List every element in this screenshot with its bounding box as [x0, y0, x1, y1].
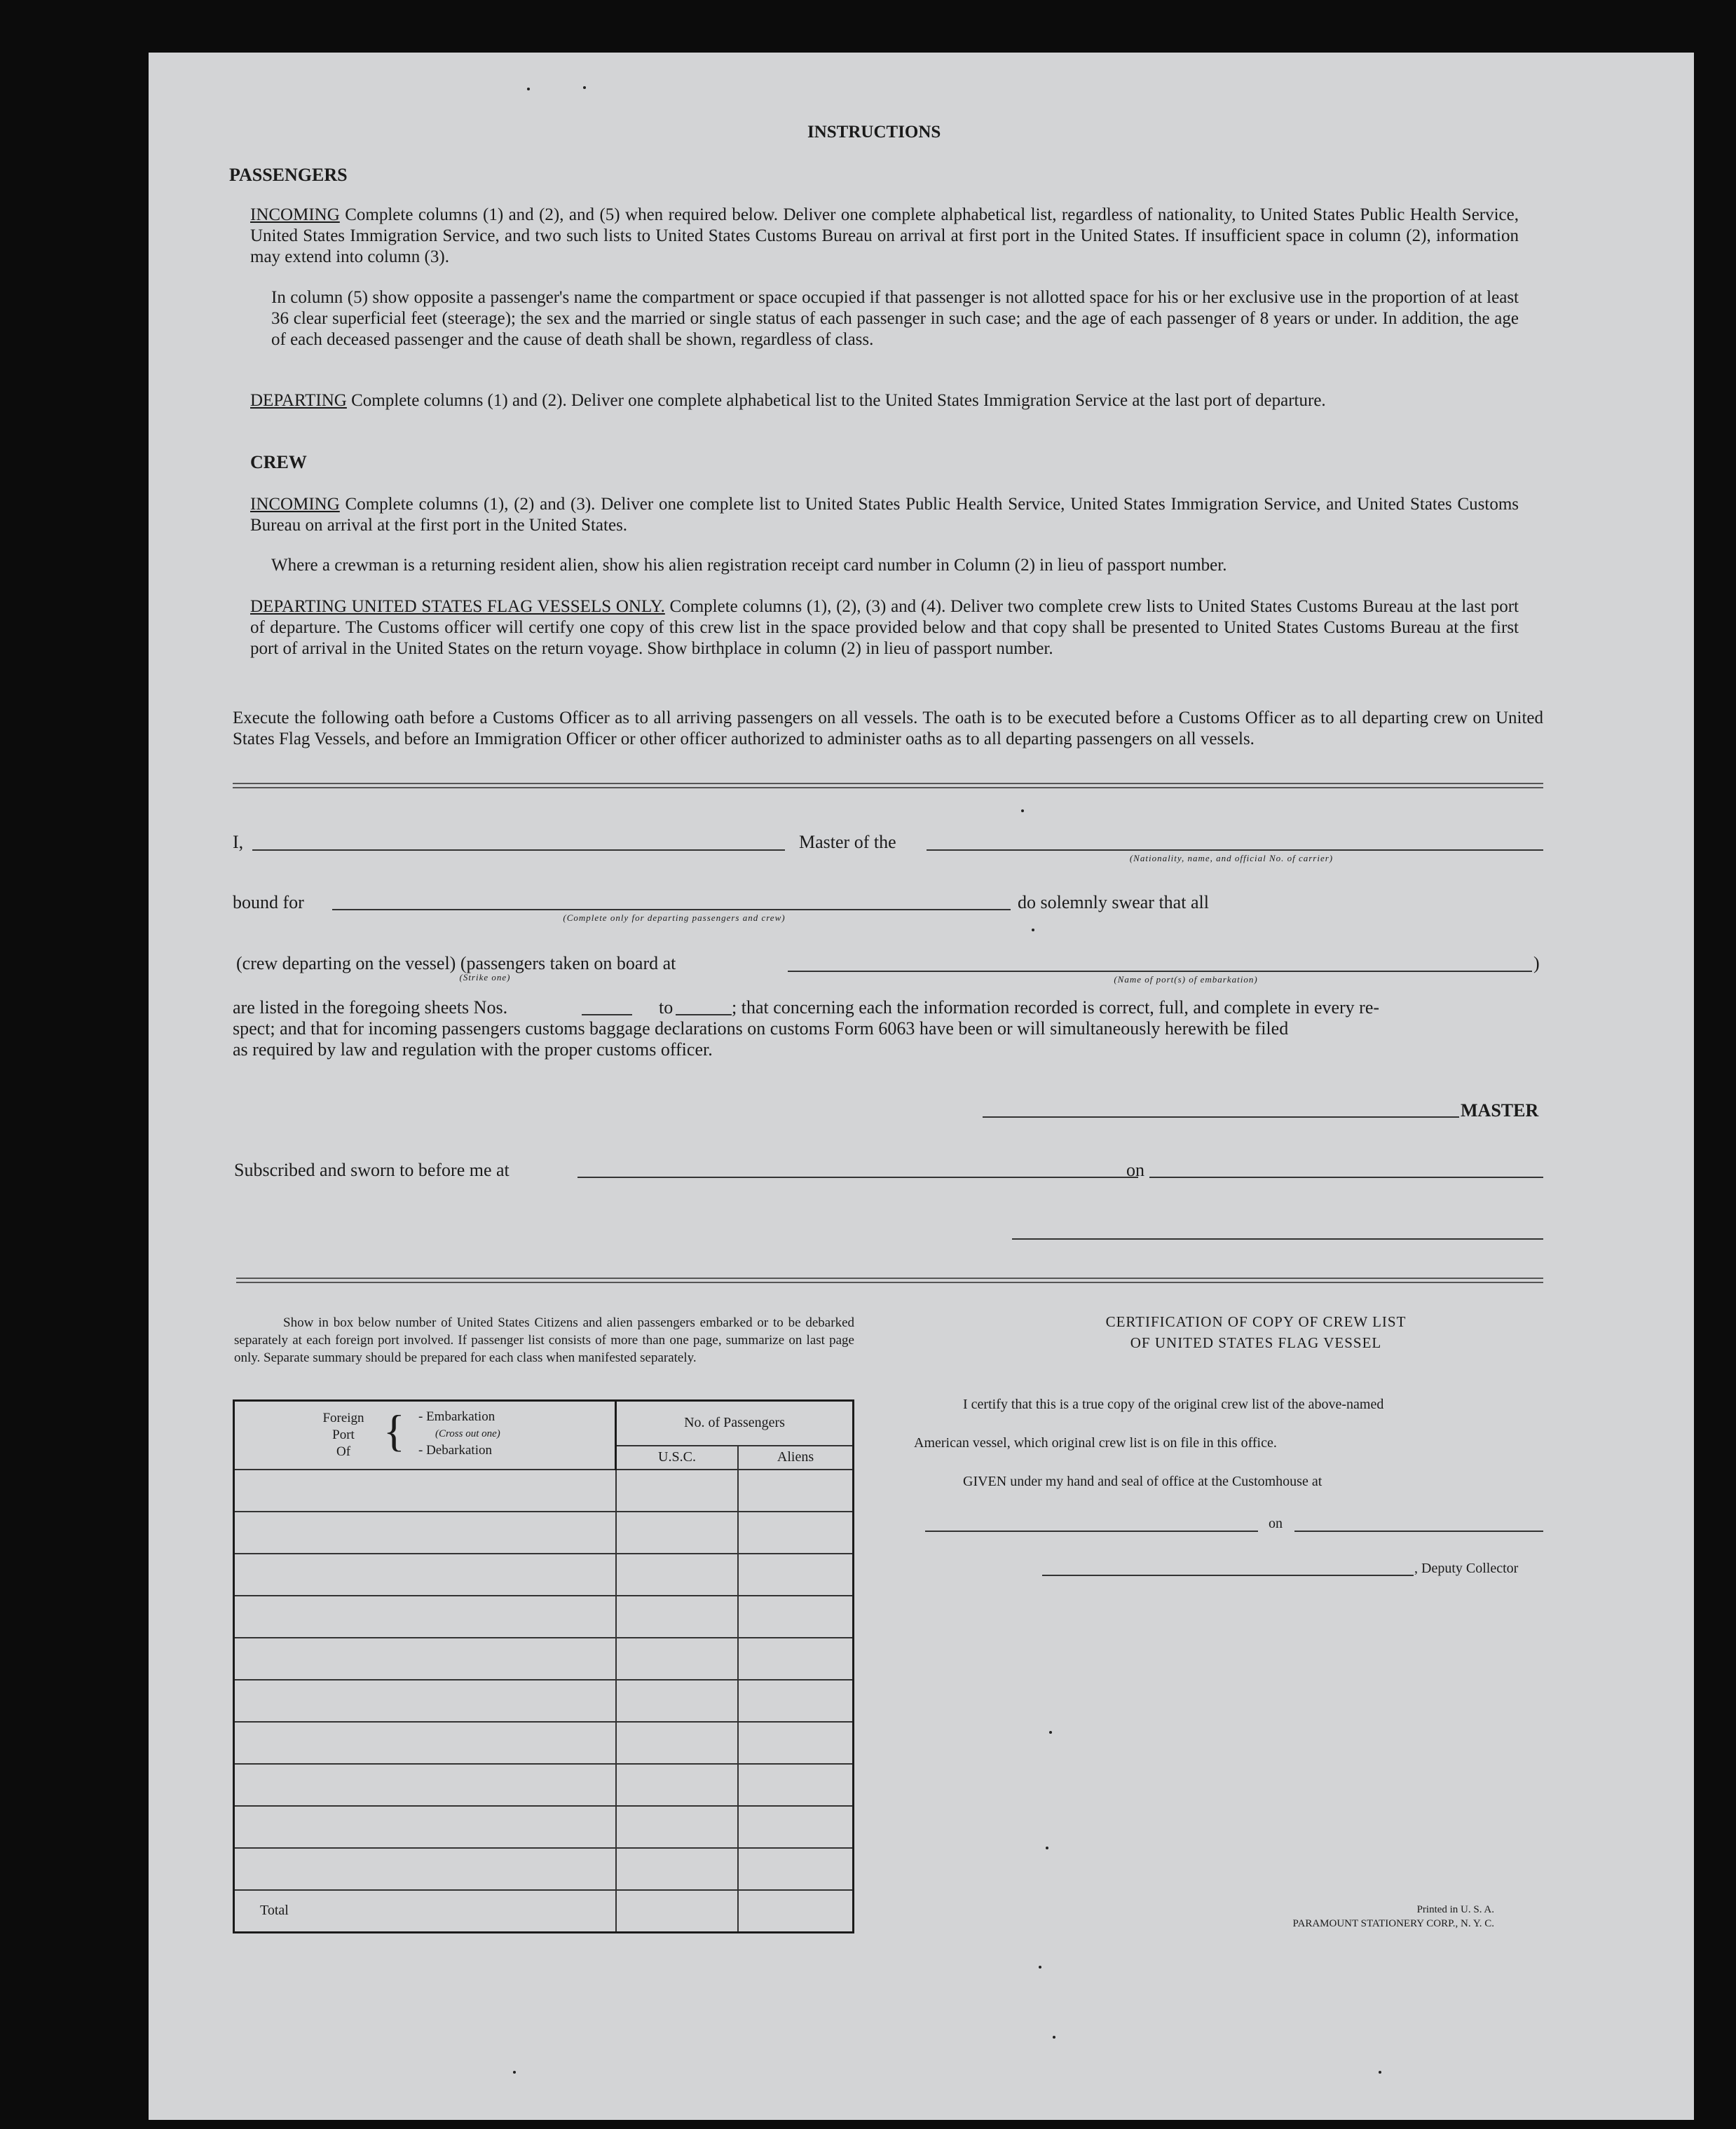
oath-name-field[interactable]: [252, 849, 785, 851]
passenger-summary-table: [233, 1399, 854, 1933]
usc-cell[interactable]: [616, 1806, 739, 1848]
crew-incoming-text: Complete columns (1), (2) and (3). Deliver one complete list to United States Public Health Service, United States Immigration Service, and United States Customs Bureau on arrival at the first port in the United States.: [250, 495, 1519, 535]
usc-header: U.S.C.: [616, 1446, 739, 1470]
scan-speck: [1053, 2036, 1055, 2039]
scan-speck: [1046, 1847, 1048, 1849]
usc-cell[interactable]: [616, 1848, 739, 1890]
scan-speck: [513, 2071, 516, 2074]
aliens-cell[interactable]: [738, 1512, 854, 1554]
port-cell[interactable]: [234, 1512, 616, 1554]
usc-cell[interactable]: [616, 1596, 739, 1638]
crew-departing-paragraph: [250, 596, 1519, 659]
oath-bound-caption: (Complete only for departing passengers and crew): [563, 912, 786, 923]
scan-speck: [1379, 2071, 1381, 2074]
oath-bound-for: bound for: [233, 892, 304, 912]
aliens-cell[interactable]: [738, 1596, 854, 1638]
passengers-incoming-paragraph: [250, 205, 1519, 268]
usc-cell[interactable]: [616, 1512, 739, 1554]
aliens-cell[interactable]: [738, 1764, 854, 1806]
crewman-paragraph: Where a crewman is a returning resident alien, show his alien registration receipt card number in Column (2) in lieu of passport number.: [271, 556, 1227, 575]
oath-listed-1: are listed in the foregoing sheets Nos.: [233, 997, 508, 1018]
total-label: Total: [234, 1890, 616, 1933]
usc-cell[interactable]: [616, 1470, 739, 1512]
certification-given: GIVEN under my hand and seal of office at the Customhouse at: [963, 1474, 1322, 1489]
aliens-cell[interactable]: [738, 1722, 854, 1764]
debarkation-label: - Debarkation: [418, 1443, 492, 1458]
oath-ports-caption: (Name of port(s) of embarkation): [1114, 974, 1258, 985]
usc-cell[interactable]: [616, 1638, 739, 1680]
scan-speck: [1032, 929, 1034, 931]
scan-speck: [1021, 809, 1024, 812]
divider: [233, 783, 1543, 788]
certification-on: on: [1269, 1516, 1283, 1531]
officer-signature-field[interactable]: [1012, 1238, 1543, 1240]
oath-listed-2: ; that concerning each the information recorded is correct, full, and complete in every re-: [732, 997, 1380, 1018]
crew-heading: CREW: [250, 452, 307, 472]
deputy-collector-label: , Deputy Collector: [1414, 1561, 1519, 1576]
port-cell[interactable]: [234, 1722, 616, 1764]
aliens-cell[interactable]: [738, 1470, 854, 1512]
total-row: [234, 1890, 854, 1933]
table-row: [234, 1806, 854, 1848]
deputy-signature-field[interactable]: [1042, 1575, 1414, 1576]
crew-departing-label: DEPARTING UNITED STATES FLAG VESSELS ONLY.: [250, 597, 665, 616]
certification-date-field[interactable]: [1294, 1531, 1543, 1532]
oath-sheet-from-field[interactable]: [582, 1014, 632, 1015]
passengers-incoming-label: INCOMING: [250, 205, 340, 224]
crew-incoming-paragraph: [250, 494, 1519, 536]
scan-speck: [583, 86, 586, 89]
passengers-departing-paragraph: [250, 390, 1519, 411]
usc-cell[interactable]: [616, 1722, 739, 1764]
oath-close-paren: ): [1533, 953, 1540, 973]
column5-paragraph: In column (5) show opposite a passenger's name the compartment or space occupied if that passenger is not allotted space for his or her exclusive use in the proportion of at least 36 clear superficial feet (steerage); the sex and the married or single status of each passenger in such case; and the age of each passenger of 8 years or under. In addition, the age of each deceased passenger and the cause of death shall be shown, regardless of class.: [271, 288, 1519, 349]
table-row: [234, 1638, 854, 1680]
port-cell[interactable]: [234, 1596, 616, 1638]
aliens-cell[interactable]: [738, 1806, 854, 1848]
instructions-title: INSTRUCTIONS: [807, 123, 941, 142]
total-usc-cell[interactable]: [616, 1890, 739, 1933]
table-row: [234, 1848, 854, 1890]
port-cell[interactable]: [234, 1638, 616, 1680]
embarkation-label: - Embarkation: [418, 1409, 495, 1424]
oath-i-label: I,: [233, 832, 244, 852]
cross-out-label: (Cross out one): [435, 1428, 500, 1439]
passengers-departing-label: DEPARTING: [250, 391, 347, 410]
subscribed-date-field[interactable]: [1149, 1177, 1543, 1178]
master-signature-field[interactable]: [983, 1116, 1459, 1118]
port-cell[interactable]: [234, 1680, 616, 1722]
oath-instruction: Execute the following oath before a Customs Officer as to all arriving passengers on all vessels. The oath is to be executed before a Customs Officer as to all departing crew on United States Flag Vessels, and before an Immigration Officer or other officer authorized to administer oaths as to all departing passengers on all vessels.: [233, 708, 1543, 748]
port-cell[interactable]: [234, 1806, 616, 1848]
printer-line-1: Printed in U. S. A.: [1416, 1904, 1494, 1915]
port-label: Port: [332, 1428, 355, 1442]
aliens-header: Aliens: [738, 1446, 854, 1470]
oath-bound-field[interactable]: [332, 909, 1011, 910]
oath-listed-3: spect; and that for incoming passengers customs baggage declarations on customs Form 6063 have been or will simultaneously herewith be filed: [233, 1018, 1289, 1039]
table-row: [234, 1470, 854, 1512]
oath-crew-departing: (crew departing on the vessel) (passengers taken on board at: [236, 953, 676, 973]
of-label: Of: [336, 1444, 351, 1459]
port-cell[interactable]: [234, 1554, 616, 1596]
oath-swear: do solemnly swear that all: [1018, 892, 1209, 912]
scan-speck: [1049, 1731, 1052, 1734]
no-of-passengers-header: No. of Passengers: [616, 1401, 854, 1446]
passengers-incoming-text: Complete columns (1) and (2), and (5) when required below. Deliver one complete alphabetical list, regardless of nationality, to United States Public Health Service, United States Immigration Service, and two such lists to United States Customs Bureau on arrival at first port in the United States. If insufficient space in column (2), information may extend into column (3).: [250, 205, 1519, 266]
port-cell[interactable]: [234, 1764, 616, 1806]
subscribed-place-field[interactable]: [577, 1177, 1138, 1178]
scan-speck: [1039, 1966, 1041, 1969]
port-cell[interactable]: [234, 1848, 616, 1890]
master-label: MASTER: [1461, 1100, 1539, 1121]
scan-speck: [527, 88, 530, 90]
crew-departing-text: Complete columns (1), (2), (3) and (4). Deliver two complete crew lists to United States Customs Bureau at the last port of departure. The Customs officer will certify one copy of this crew list in the space provided below and that copy shall be presented to United States Customs Bureau at the first port of arrival in the United States on the return voyage. Show birthplace in column (2) in lieu of passport number.: [250, 597, 1519, 658]
brace-icon: {: [383, 1406, 405, 1456]
table-row: [234, 1554, 854, 1596]
certification-title: [1039, 1311, 1473, 1353]
oath-sheet-to-field[interactable]: [676, 1014, 732, 1015]
oath-strike-caption: (Strike one): [459, 972, 511, 983]
customhouse-field[interactable]: [925, 1531, 1258, 1532]
aliens-cell[interactable]: [738, 1638, 854, 1680]
aliens-cell[interactable]: [738, 1848, 854, 1890]
summary-note: Show in box below number of United States Citizens and alien passengers embarked or to be debarked separately at each foreign port involved. If passenger list consists of more than one page, summarize on last page only. Separate summary should be prepared for each class when manifested separately.: [234, 1315, 854, 1365]
certification-title-2: OF UNITED STATES FLAG VESSEL: [1130, 1334, 1382, 1351]
aliens-cell[interactable]: [738, 1680, 854, 1722]
table-row: [234, 1596, 854, 1638]
total-aliens-cell[interactable]: [738, 1890, 854, 1933]
form-page: [149, 53, 1694, 2120]
usc-cell[interactable]: [616, 1554, 739, 1596]
oath-listed-4: as required by law and regulation with the proper customs officer.: [233, 1039, 713, 1060]
passengers-heading: PASSENGERS: [229, 165, 348, 185]
port-header-cell: [234, 1401, 616, 1470]
printer-imprint: [1214, 1903, 1494, 1931]
certification-text-1: I certify that this is a true copy of the original crew list of the above-named: [963, 1397, 1384, 1412]
subscribed-label: Subscribed and sworn to before me at: [234, 1160, 510, 1180]
crew-incoming-label: INCOMING: [250, 495, 340, 514]
subscribed-on-label: on: [1126, 1160, 1144, 1180]
aliens-cell[interactable]: [738, 1554, 854, 1596]
certification-text-2: American vessel, which original crew list is on file in this office.: [914, 1435, 1277, 1451]
divider: [236, 1278, 1543, 1283]
passengers-departing-text: Complete columns (1) and (2). Deliver one complete alphabetical list to the United States Immigration Service at the last port of departure.: [346, 391, 1326, 410]
usc-cell[interactable]: [616, 1764, 739, 1806]
table-row: [234, 1680, 854, 1722]
port-cell[interactable]: [234, 1470, 616, 1512]
printer-line-2: PARAMOUNT STATIONERY CORP., N. Y. C.: [1292, 1918, 1494, 1929]
oath-ports-field[interactable]: [788, 971, 1532, 972]
usc-cell[interactable]: [616, 1680, 739, 1722]
table-row: [234, 1512, 854, 1554]
certification-title-1: CERTIFICATION OF COPY OF CREW LIST: [1105, 1313, 1407, 1330]
foreign-label: Foreign: [322, 1411, 364, 1425]
oath-listed-to: to: [659, 997, 674, 1018]
oath-nationality-caption: (Nationality, name, and official No. of carrier): [1129, 853, 1334, 863]
oath-master-of-the: Master of the: [799, 832, 896, 852]
table-row: [234, 1764, 854, 1806]
oath-carrier-field[interactable]: [927, 849, 1543, 851]
table-row: [234, 1722, 854, 1764]
